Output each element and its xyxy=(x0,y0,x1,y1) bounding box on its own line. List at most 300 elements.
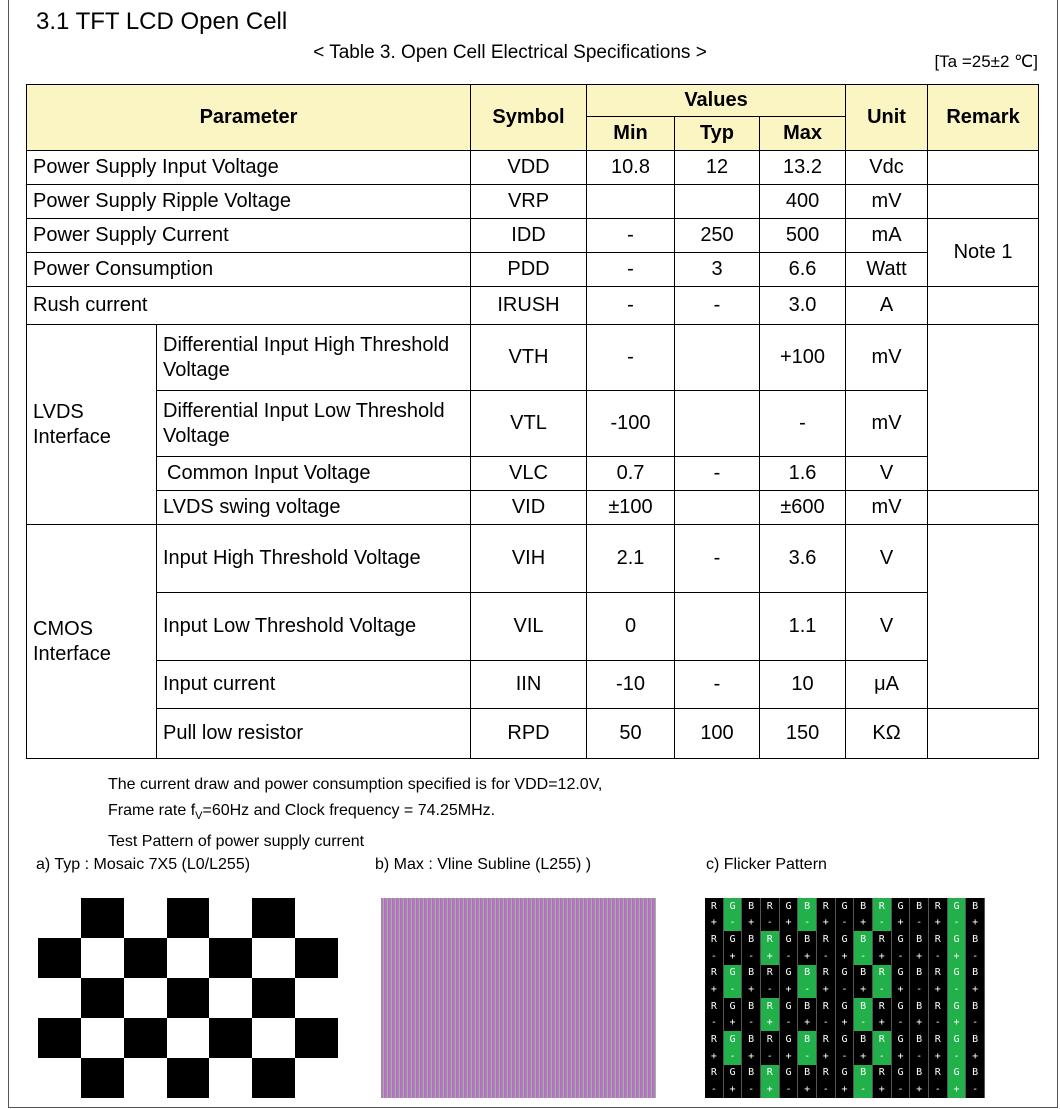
max-cell: 3.0 xyxy=(760,287,846,325)
pattern-label-b: b) Max : Vline Subline (L255) ) xyxy=(375,856,592,873)
flicker-cell: - xyxy=(798,915,817,932)
param-cell: Input current xyxy=(157,661,471,709)
flicker-cell: G xyxy=(836,1065,855,1082)
max-cell: 6.6 xyxy=(760,253,846,287)
flicker-cell: - xyxy=(948,1048,967,1065)
flicker-cell: - xyxy=(854,948,873,965)
flicker-cell: R xyxy=(873,998,892,1015)
flicker-cell: - xyxy=(761,1048,780,1065)
mosaic-cell xyxy=(295,938,338,978)
flicker-cell: G xyxy=(836,965,855,982)
max-cell: 13.2 xyxy=(760,151,846,185)
flicker-cell: - xyxy=(798,1048,817,1065)
vline-subline-pattern-image xyxy=(381,898,656,1098)
flicker-cell: G xyxy=(836,998,855,1015)
flicker-cell: - xyxy=(724,915,743,932)
mosaic-cell xyxy=(81,898,124,938)
mosaic-cell xyxy=(38,938,81,978)
flicker-cell: R xyxy=(817,965,836,982)
remark-cell xyxy=(928,151,1039,185)
flicker-cell: + xyxy=(798,948,817,965)
mosaic-cell xyxy=(124,938,167,978)
param-cell: Input Low Threshold Voltage xyxy=(157,593,471,661)
flicker-cell: - xyxy=(705,1015,724,1032)
flicker-cell: B xyxy=(854,1065,873,1082)
flicker-cell: B xyxy=(798,965,817,982)
mosaic-cell xyxy=(167,1018,210,1058)
table-row xyxy=(27,287,1039,325)
param-cell: Differential Input Low Threshold Voltage xyxy=(157,391,471,457)
mosaic-cell xyxy=(252,978,295,1018)
flicker-cell: - xyxy=(742,1015,761,1032)
flicker-cell: + xyxy=(742,915,761,932)
flicker-cell: - xyxy=(705,948,724,965)
mosaic-cell xyxy=(38,1018,81,1058)
table-row xyxy=(27,253,1039,287)
flicker-cell: B xyxy=(742,898,761,915)
mosaic-cell xyxy=(252,938,295,978)
flicker-cell: G xyxy=(948,898,967,915)
typ-cell xyxy=(675,185,760,219)
max-cell: - xyxy=(760,391,846,457)
flicker-cell: - xyxy=(854,1081,873,1098)
mosaic-cell xyxy=(209,1018,252,1058)
typ-cell xyxy=(675,491,760,525)
flicker-cell: + xyxy=(705,981,724,998)
flicker-cell: R xyxy=(873,1031,892,1048)
symbol-cell: VIH xyxy=(471,525,587,593)
flicker-cell: - xyxy=(836,915,855,932)
unit-cell: mA xyxy=(846,219,928,253)
flicker-cell: + xyxy=(929,1048,948,1065)
symbol-cell: IRUSH xyxy=(471,287,587,325)
flicker-cell: + xyxy=(929,915,948,932)
pattern-label-a: a) Typ : Mosaic 7X5 (L0/L255) xyxy=(36,856,251,873)
header-remark: Remark xyxy=(928,85,1039,151)
param-cell: Power Consumption xyxy=(27,253,471,287)
mosaic-cell xyxy=(38,898,81,938)
flicker-cell: + xyxy=(892,1048,911,1065)
symbol-cell: VDD xyxy=(471,151,587,185)
flicker-cell: - xyxy=(966,1015,985,1032)
typ-cell: 100 xyxy=(675,709,760,759)
typ-cell: - xyxy=(675,525,760,593)
flicker-cell: G xyxy=(948,1065,967,1082)
mosaic-cell xyxy=(81,978,124,1018)
flicker-cell: + xyxy=(929,981,948,998)
flicker-cell: + xyxy=(705,915,724,932)
symbol-cell: PDD xyxy=(471,253,587,287)
flicker-cell: - xyxy=(780,1081,799,1098)
flicker-cell: + xyxy=(836,1081,855,1098)
typ-cell: 250 xyxy=(675,219,760,253)
unit-cell: Watt xyxy=(846,253,928,287)
symbol-cell: IDD xyxy=(471,219,587,253)
flicker-cell: - xyxy=(724,981,743,998)
note-line-2-b: =60Hz and Clock frequency = 74.25MHz. xyxy=(202,802,496,819)
flicker-cell: + xyxy=(854,981,873,998)
flicker-cell: G xyxy=(780,1065,799,1082)
remark-cell xyxy=(928,185,1039,219)
flicker-cell: + xyxy=(724,948,743,965)
flicker-cell: + xyxy=(910,948,929,965)
flicker-cell: B xyxy=(854,1031,873,1048)
mosaic-cell xyxy=(81,1058,124,1098)
param-cell: Pull low resistor xyxy=(157,709,471,759)
min-cell: - xyxy=(587,253,675,287)
symbol-cell: IIN xyxy=(471,661,587,709)
flicker-cell: + xyxy=(948,1015,967,1032)
typ-cell xyxy=(675,391,760,457)
footnotes xyxy=(108,772,602,855)
mosaic-cell xyxy=(209,978,252,1018)
mosaic-cell xyxy=(252,898,295,938)
symbol-cell: VRP xyxy=(471,185,587,219)
mosaic-cell xyxy=(38,1058,81,1098)
max-cell: ±600 xyxy=(760,491,846,525)
typ-cell: - xyxy=(675,661,760,709)
flicker-cell: - xyxy=(854,1015,873,1032)
flicker-cell: R xyxy=(761,1031,780,1048)
mosaic-cell xyxy=(167,978,210,1018)
flicker-cell: G xyxy=(780,1031,799,1048)
mosaic-cell xyxy=(167,1058,210,1098)
flicker-cell: R xyxy=(705,898,724,915)
flicker-cell: - xyxy=(742,1081,761,1098)
flicker-cell: - xyxy=(910,915,929,932)
table-row xyxy=(27,491,1039,525)
min-cell: -100 xyxy=(587,391,675,457)
header-min: Min xyxy=(587,117,675,151)
table-row xyxy=(27,391,1039,457)
flicker-cell: R xyxy=(873,898,892,915)
typ-cell: 3 xyxy=(675,253,760,287)
temperature-condition: [Ta =25±2 ℃] xyxy=(934,52,1038,71)
flicker-cell: + xyxy=(742,981,761,998)
flicker-cell: B xyxy=(798,1031,817,1048)
section-title: 3.1 TFT LCD Open Cell xyxy=(36,8,288,35)
flicker-cell: + xyxy=(910,1081,929,1098)
flicker-cell: G xyxy=(892,931,911,948)
param-cell: Power Supply Input Voltage xyxy=(27,151,471,185)
flicker-cell: - xyxy=(761,981,780,998)
flicker-pattern-image xyxy=(705,898,985,1098)
unit-cell: mV xyxy=(846,391,928,457)
flicker-cell: G xyxy=(724,998,743,1015)
flicker-cell: + xyxy=(780,915,799,932)
mosaic-cell xyxy=(167,938,210,978)
flicker-cell: R xyxy=(873,931,892,948)
note-line-2-a: Frame rate f xyxy=(108,802,196,819)
flicker-cell: B xyxy=(742,1065,761,1082)
flicker-cell: + xyxy=(966,981,985,998)
min-cell: - xyxy=(587,287,675,325)
flicker-cell: - xyxy=(948,915,967,932)
min-cell: 0.7 xyxy=(587,457,675,491)
flicker-cell: + xyxy=(761,1081,780,1098)
flicker-cell: + xyxy=(836,948,855,965)
mosaic-cell xyxy=(124,978,167,1018)
flicker-cell: - xyxy=(892,1081,911,1098)
flicker-cell: - xyxy=(742,948,761,965)
flicker-cell: G xyxy=(892,1065,911,1082)
flicker-cell: R xyxy=(705,1065,724,1082)
flicker-cell: G xyxy=(724,1065,743,1082)
symbol-cell: RPD xyxy=(471,709,587,759)
flicker-cell: + xyxy=(798,1081,817,1098)
flicker-cell: - xyxy=(780,1015,799,1032)
mosaic-cell xyxy=(295,898,338,938)
flicker-cell: - xyxy=(910,1048,929,1065)
flicker-cell: G xyxy=(780,965,799,982)
param-cell: Common Input Voltage xyxy=(157,457,471,491)
param-cell: Power Supply Ripple Voltage xyxy=(27,185,471,219)
unit-cell: V xyxy=(846,593,928,661)
flicker-cell: B xyxy=(910,898,929,915)
flicker-cell: B xyxy=(798,1065,817,1082)
min-cell: - xyxy=(587,325,675,391)
flicker-cell: - xyxy=(929,948,948,965)
max-cell: 1.6 xyxy=(760,457,846,491)
unit-cell: KΩ xyxy=(846,709,928,759)
flicker-cell: B xyxy=(966,931,985,948)
flicker-cell: - xyxy=(892,1015,911,1032)
max-cell: 400 xyxy=(760,185,846,219)
flicker-cell: + xyxy=(892,981,911,998)
flicker-cell: + xyxy=(948,1081,967,1098)
max-cell: 500 xyxy=(760,219,846,253)
flicker-cell: B xyxy=(966,998,985,1015)
table-row xyxy=(27,525,1039,593)
flicker-cell: B xyxy=(854,931,873,948)
header-row xyxy=(27,85,1039,117)
symbol-cell: VIL xyxy=(471,593,587,661)
min-cell xyxy=(587,185,675,219)
flicker-cell: + xyxy=(780,981,799,998)
flicker-cell: - xyxy=(798,981,817,998)
min-cell: 0 xyxy=(587,593,675,661)
note-line-2 xyxy=(108,798,602,829)
flicker-cell: G xyxy=(892,1031,911,1048)
table-row xyxy=(27,219,1039,253)
flicker-cell: - xyxy=(836,981,855,998)
flicker-cell: - xyxy=(780,948,799,965)
table-row xyxy=(27,709,1039,759)
min-cell: 2.1 xyxy=(587,525,675,593)
flicker-cell: + xyxy=(742,1048,761,1065)
flicker-cell: - xyxy=(966,948,985,965)
flicker-cell: - xyxy=(873,1048,892,1065)
flicker-cell: + xyxy=(798,1015,817,1032)
min-cell: - xyxy=(587,219,675,253)
flicker-cell: B xyxy=(854,998,873,1015)
symbol-cell: VTL xyxy=(471,391,587,457)
flicker-cell: + xyxy=(966,915,985,932)
table-caption: < Table 3. Open Cell Electrical Specifications > xyxy=(313,42,707,63)
flicker-cell: G xyxy=(892,998,911,1015)
mosaic-cell xyxy=(124,898,167,938)
flicker-cell: B xyxy=(910,965,929,982)
flicker-cell: B xyxy=(910,931,929,948)
symbol-cell: VLC xyxy=(471,457,587,491)
table-row xyxy=(27,457,1039,491)
unit-cell: A xyxy=(846,287,928,325)
flicker-cell: G xyxy=(780,931,799,948)
flicker-cell: G xyxy=(724,965,743,982)
flicker-cell: G xyxy=(724,931,743,948)
flicker-cell: G xyxy=(780,998,799,1015)
flicker-cell: B xyxy=(742,965,761,982)
mosaic-cell xyxy=(124,1058,167,1098)
unit-cell: mV xyxy=(846,325,928,391)
flicker-cell: R xyxy=(929,965,948,982)
flicker-cell: G xyxy=(892,965,911,982)
flicker-cell: R xyxy=(761,931,780,948)
flicker-cell: - xyxy=(817,1081,836,1098)
flicker-cell: G xyxy=(836,931,855,948)
header-values: Values xyxy=(587,85,846,117)
mosaic-cell xyxy=(167,898,210,938)
flicker-cell: G xyxy=(724,898,743,915)
flicker-cell: R xyxy=(761,965,780,982)
typ-cell: 12 xyxy=(675,151,760,185)
flicker-cell: R xyxy=(817,1065,836,1082)
flicker-cell: R xyxy=(761,998,780,1015)
symbol-cell: VID xyxy=(471,491,587,525)
flicker-cell: + xyxy=(761,1015,780,1032)
flicker-cell: B xyxy=(798,931,817,948)
min-cell: -10 xyxy=(587,661,675,709)
table-row xyxy=(27,593,1039,661)
min-cell: ±100 xyxy=(587,491,675,525)
flicker-cell: R xyxy=(705,1031,724,1048)
flicker-cell: + xyxy=(854,1048,873,1065)
table-row xyxy=(27,325,1039,391)
flicker-cell: R xyxy=(817,998,836,1015)
flicker-cell: G xyxy=(836,898,855,915)
flicker-cell: - xyxy=(705,1081,724,1098)
typ-cell xyxy=(675,593,760,661)
flicker-cell: - xyxy=(817,948,836,965)
mosaic-cell xyxy=(38,978,81,1018)
flicker-cell: + xyxy=(724,1015,743,1032)
flicker-cell: B xyxy=(966,898,985,915)
flicker-cell: - xyxy=(836,1048,855,1065)
unit-cell: μA xyxy=(846,661,928,709)
unit-cell: mV xyxy=(846,185,928,219)
flicker-cell: B xyxy=(854,965,873,982)
flicker-cell: + xyxy=(910,1015,929,1032)
group-lvds: LVDS Interface xyxy=(27,325,157,525)
flicker-cell: + xyxy=(873,948,892,965)
group-cmos: CMOS Interface xyxy=(27,525,157,759)
param-cell: LVDS swing voltage xyxy=(157,491,471,525)
flicker-cell: + xyxy=(761,948,780,965)
param-cell: Differential Input High Threshold Voltage xyxy=(157,325,471,391)
flicker-cell: + xyxy=(892,915,911,932)
flicker-cell: R xyxy=(929,931,948,948)
mosaic-cell xyxy=(295,1018,338,1058)
flicker-cell: B xyxy=(966,1031,985,1048)
flicker-cell: R xyxy=(817,898,836,915)
flicker-cell: R xyxy=(817,1031,836,1048)
flicker-cell: R xyxy=(929,1065,948,1082)
param-cell: Input High Threshold Voltage xyxy=(157,525,471,593)
flicker-cell: - xyxy=(817,1015,836,1032)
header-parameter: Parameter xyxy=(27,85,471,151)
mosaic-cell xyxy=(124,1018,167,1058)
flicker-cell: R xyxy=(873,965,892,982)
table-row xyxy=(27,151,1039,185)
unit-cell: V xyxy=(846,525,928,593)
flicker-cell: R xyxy=(873,1065,892,1082)
remark-note-1: Note 1 xyxy=(928,219,1039,287)
param-cell: Rush current xyxy=(27,287,471,325)
flicker-cell: B xyxy=(854,898,873,915)
note-line-1: The current draw and power consumption specified is for VDD=12.0V, xyxy=(108,776,603,793)
flicker-cell: - xyxy=(761,915,780,932)
remark-cell xyxy=(928,287,1039,325)
unit-cell: mV xyxy=(846,491,928,525)
flicker-cell: B xyxy=(910,1065,929,1082)
mosaic-cell xyxy=(209,938,252,978)
symbol-cell: VTH xyxy=(471,325,587,391)
min-cell: 10.8 xyxy=(587,151,675,185)
unit-cell: V xyxy=(846,457,928,491)
flicker-cell: - xyxy=(873,915,892,932)
mosaic-cell xyxy=(81,938,124,978)
typ-cell: - xyxy=(675,287,760,325)
mosaic-cell xyxy=(252,1018,295,1058)
flicker-cell: + xyxy=(780,1048,799,1065)
flicker-cell: - xyxy=(910,981,929,998)
param-cell: Power Supply Current xyxy=(27,219,471,253)
remark-cell xyxy=(928,709,1039,759)
flicker-cell: G xyxy=(836,1031,855,1048)
flicker-cell: B xyxy=(798,898,817,915)
mosaic-cell xyxy=(252,1058,295,1098)
flicker-cell: B xyxy=(742,931,761,948)
flicker-cell: + xyxy=(817,981,836,998)
note-line-3: Test Pattern of power supply current xyxy=(108,833,365,851)
note-line-2-sub: V xyxy=(195,810,203,823)
remark-cell xyxy=(928,325,1039,491)
flicker-cell: - xyxy=(873,981,892,998)
flicker-cell: + xyxy=(817,915,836,932)
mosaic-cell xyxy=(295,978,338,1018)
flicker-cell: - xyxy=(929,1015,948,1032)
header-max: Max xyxy=(760,117,846,151)
flicker-cell: G xyxy=(948,998,967,1015)
table-row xyxy=(27,661,1039,709)
table-row xyxy=(27,185,1039,219)
mosaic-cell xyxy=(209,1058,252,1098)
flicker-cell: + xyxy=(966,1048,985,1065)
flicker-cell: + xyxy=(854,915,873,932)
flicker-cell: R xyxy=(761,898,780,915)
flicker-cell: R xyxy=(705,965,724,982)
flicker-cell: R xyxy=(705,998,724,1015)
flicker-cell: B xyxy=(742,1031,761,1048)
flicker-cell: B xyxy=(910,998,929,1015)
flicker-cell: R xyxy=(929,998,948,1015)
flicker-cell: G xyxy=(948,931,967,948)
flicker-cell: + xyxy=(873,1015,892,1032)
flicker-cell: - xyxy=(724,1048,743,1065)
unit-cell: Vdc xyxy=(846,151,928,185)
flicker-cell: + xyxy=(836,1015,855,1032)
flicker-cell: R xyxy=(929,898,948,915)
